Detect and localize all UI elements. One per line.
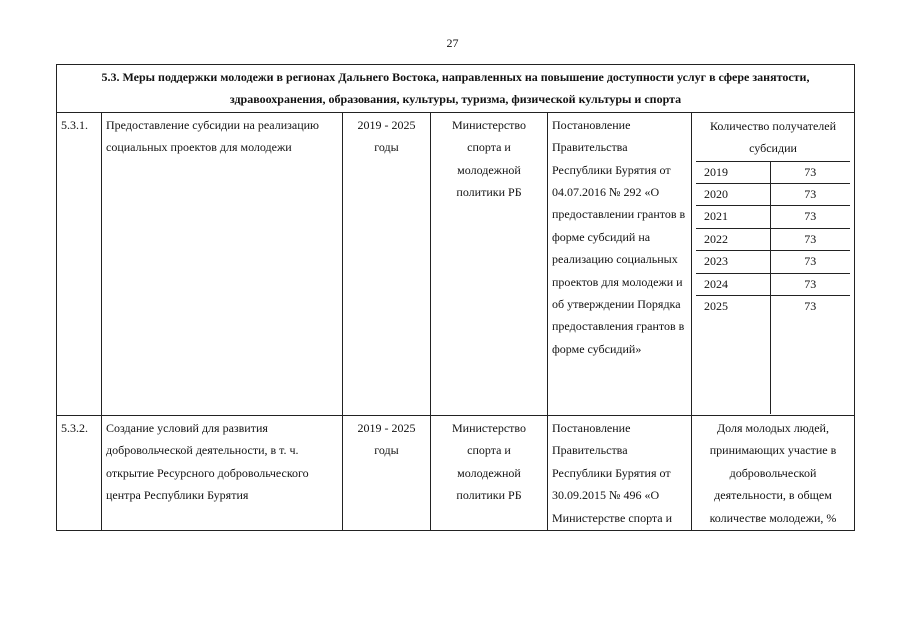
value-cell: 73 — [770, 251, 850, 273]
year-cell: 2025 — [696, 296, 770, 415]
page-number: 27 — [446, 36, 459, 50]
period-text: 2019 - 2025 годы — [343, 416, 431, 531]
recipients-row — [696, 206, 850, 228]
recipients-table — [696, 114, 850, 414]
recipients-row — [696, 228, 850, 250]
section-title: 5.3. Меры поддержки молодежи в регионах Дальнего Востока, направленных на повышение доступности услуг в сфере занятости, здравоохранения, образования, культуры, туризма, физической культуры и спорта — [57, 65, 855, 113]
responsible-text: Министерство спорта и молодежной политики РБ — [431, 416, 548, 531]
row-number: 5.3.1. — [57, 112, 102, 415]
recipients-row — [696, 296, 850, 415]
period-text: 2019 - 2025 годы — [343, 112, 431, 415]
recipients-row — [696, 161, 850, 183]
value-cell: 73 — [770, 206, 850, 228]
measure-text: Предоставление субсидии на реализацию социальных проектов для молодежи — [102, 112, 343, 415]
value-cell: 73 — [770, 184, 850, 206]
indicator-text: Доля молодых людей, принимающих участие в добровольческой деятельности, в общем количестве молодежи, % — [692, 416, 855, 531]
responsible-text: Министерство спорта и молодежной политики РБ — [431, 112, 548, 415]
document-text: Постановление Правительства Республики Бурятия от 04.07.2016 № 292 «О предоставлении грантов в форме субсидий на реализацию социальных проектов для молодежи и об утверждении Порядка предоставления грантов в форме субсидий» — [548, 112, 692, 415]
measures-table — [56, 64, 855, 531]
recipients-row — [696, 251, 850, 273]
year-cell: 2019 — [696, 161, 770, 183]
year-cell: 2024 — [696, 273, 770, 295]
measure-text: Создание условий для развития добровольческой деятельности, в т. ч. открытие Ресурсного добровольческого центра Республики Бурятия — [102, 416, 343, 531]
year-cell: 2023 — [696, 251, 770, 273]
recipients-header: Количество получателей субсидии — [696, 114, 850, 161]
section-header-row — [57, 65, 855, 113]
value-cell: 73 — [770, 296, 850, 415]
document-text: Постановление Правительства Республики Бурятия от 30.09.2015 № 496 «О Министерстве спорта и — [548, 416, 692, 531]
year-cell: 2021 — [696, 206, 770, 228]
table-row — [57, 416, 855, 531]
value-cell: 73 — [770, 273, 850, 295]
year-cell: 2020 — [696, 184, 770, 206]
recipients-row — [696, 184, 850, 206]
value-cell: 73 — [770, 161, 850, 183]
indicator-cell — [692, 112, 855, 415]
row-number: 5.3.2. — [57, 416, 102, 531]
value-cell: 73 — [770, 228, 850, 250]
recipients-row — [696, 273, 850, 295]
year-cell: 2022 — [696, 228, 770, 250]
table-row — [57, 112, 855, 415]
